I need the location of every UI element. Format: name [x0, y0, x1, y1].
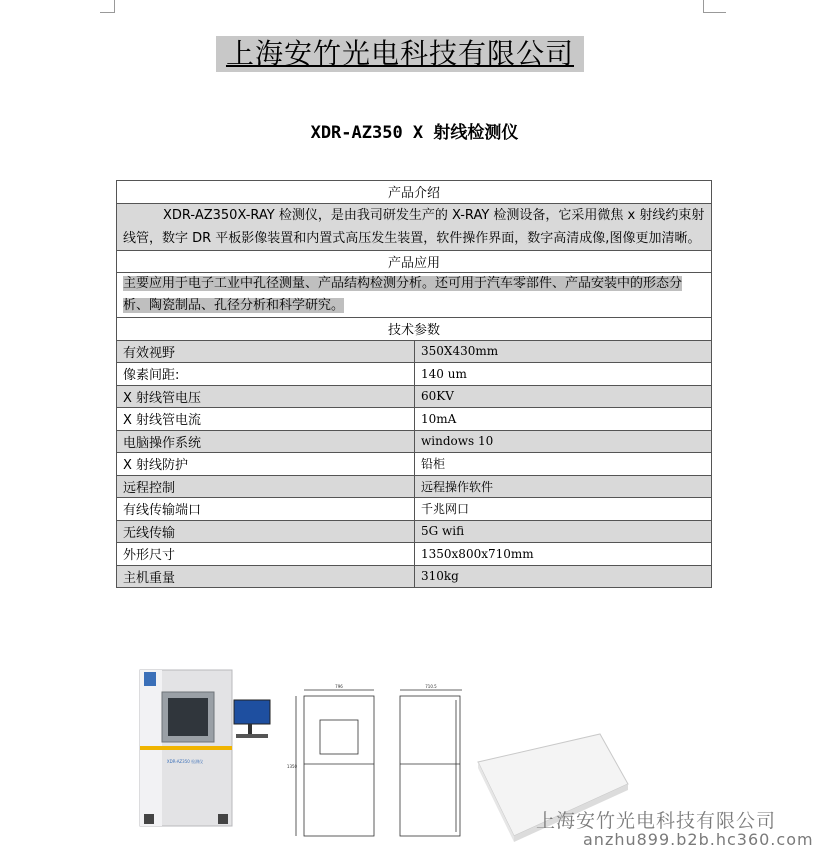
table-row	[117, 430, 712, 453]
machine-photo	[140, 670, 270, 826]
application-header: 产品应用	[117, 250, 712, 273]
table-row	[117, 385, 712, 408]
spec-label: 电脑操作系统	[117, 430, 415, 453]
dimension-label: 796	[335, 684, 343, 689]
specs-header: 技术参数	[117, 318, 712, 341]
table-row	[117, 340, 712, 363]
intro-row	[117, 203, 712, 250]
dimension-label: 710.5	[425, 684, 437, 689]
spec-label: X 射线管电流	[117, 408, 415, 431]
spec-value: 5G wifi	[415, 520, 712, 543]
company-title: 上海安竹光电科技有限公司	[216, 36, 584, 72]
spec-table	[116, 180, 712, 588]
spec-value: 远程操作软件	[415, 475, 712, 498]
spec-label: X 射线防护	[117, 453, 415, 476]
table-row	[117, 565, 712, 588]
spec-value: 350X430mm	[415, 340, 712, 363]
front-view-drawing	[287, 684, 374, 836]
watermark-company: 上海安竹光电科技有限公司	[536, 810, 777, 832]
table-row	[117, 363, 712, 386]
spec-value: 10mA	[415, 408, 712, 431]
section-header	[117, 181, 712, 204]
table-row	[117, 543, 712, 566]
spec-value: windows 10	[415, 430, 712, 453]
spec-value: 千兆网口	[415, 498, 712, 521]
intro-text: XDR-AZ350X-RAY 检测仪，是由我司研发生产的 X-RAY 检测设备，它采用微焦 x 射线约束射线管，数字 DR 平板影像装置和内置式高压发生装置，软件操作界面，数字高清成像,图像更加清晰。	[117, 203, 712, 250]
spec-label: 有线传输端口	[117, 498, 415, 521]
machine-accent-stripe	[140, 746, 232, 750]
spec-value: 1350x800x710mm	[415, 543, 712, 566]
watermark-url: anzhu899.b2b.hc360.com	[583, 830, 814, 849]
page-corner-mark	[703, 0, 726, 13]
spec-label: 无线传输	[117, 520, 415, 543]
intro-header: 产品介绍	[117, 181, 712, 204]
table-row	[117, 498, 712, 521]
machine-label: XDR-AZ350 检测仪	[166, 759, 204, 764]
spec-label: 远程控制	[117, 475, 415, 498]
spec-label: 有效视野	[117, 340, 415, 363]
page-corner-mark	[100, 0, 115, 13]
section-header	[117, 250, 712, 273]
spec-label: X 射线管电压	[117, 385, 415, 408]
table-row	[117, 475, 712, 498]
side-view-drawing	[400, 684, 462, 836]
document-title: XDR-AZ350 X 射线检测仪	[310, 123, 519, 143]
table-row	[117, 520, 712, 543]
spec-value: 140 um	[415, 363, 712, 386]
section-header	[117, 318, 712, 341]
spec-label: 像素间距:	[117, 363, 415, 386]
spec-value: 铅柜	[415, 453, 712, 476]
spec-label: 主机重量	[117, 565, 415, 588]
application-row	[117, 273, 712, 318]
table-row	[117, 453, 712, 476]
spec-value: 310kg	[415, 565, 712, 588]
spec-value: 60KV	[415, 385, 712, 408]
application-text: 主要应用于电子工业中孔径测量、产品结构检测分析。还可用于汽车零部件、产品安装中的形态分析、陶瓷制品、孔径分析和科学研究。	[123, 276, 683, 313]
machine-logo	[144, 672, 156, 686]
spec-label: 外形尺寸	[117, 543, 415, 566]
table-row	[117, 408, 712, 431]
dimension-label: 1350	[286, 764, 298, 769]
